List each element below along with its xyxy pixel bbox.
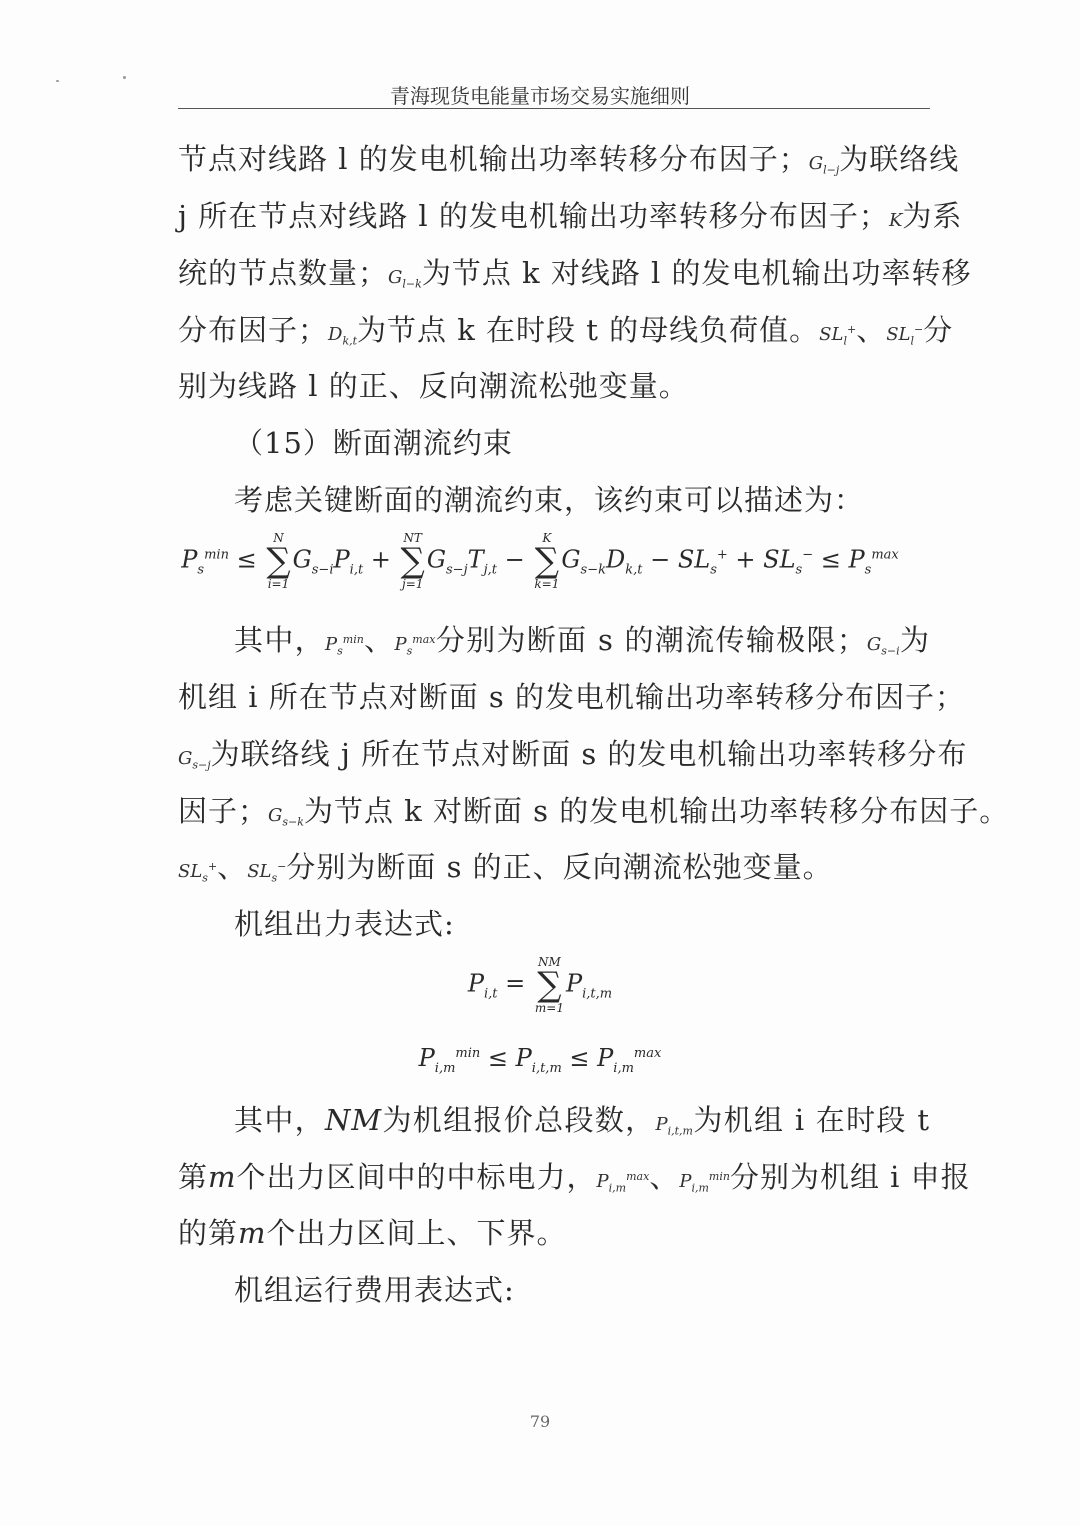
page-number: 79 (529, 1412, 551, 1431)
section-heading: 机组出力表达式: (234, 907, 455, 941)
text-line: $G_{s-j}$为联络线 j 所在节点对断面 s 的发电机输出功率转移分布 (178, 737, 968, 772)
math-symbol: $SL_s^-$ (247, 860, 287, 885)
text-line: 节点对线路 l 的发电机输出功率转移分布因子；$G_{l-j}$为联络线 (178, 142, 960, 177)
text-line: 第m个出力区间中的中标电力，$P_{i,m}^{max}$、$P_{i,m}^{min}$分别为机组 i 申报 (178, 1160, 971, 1195)
equation-unit-output: $P_{i,t}$ = NM ∑ m=1 $P_{i,t,m}$ (467, 955, 613, 1015)
math-symbol: $P_{i,t,m}$ (655, 1114, 693, 1138)
math-symbol: $G_{s-j}$ (178, 748, 211, 772)
text-line: 别为线路 l 的正、反向潮流松弛变量。 (178, 369, 689, 403)
text-line: 的第m个出力区间上、下界。 (178, 1216, 567, 1250)
text-line: 分布因子；$D_{k,t}$为节点 k 在时段 t 的母线负荷值。$SL_l^+$、$SL_l^-$分 (178, 313, 954, 348)
math-symbol: $G_{l-j}$ (808, 153, 840, 177)
text-line: 考虑关键断面的潮流约束，该约束可以描述为： (234, 483, 865, 517)
math-symbol: $G_{s-k}$ (268, 805, 304, 829)
text-line: 其中，$P_s^{min}$、$P_s^{max}$分别为断面 s 的潮流传输极限；$G_{s-i}$为 (234, 623, 930, 658)
math-symbol: $G_{s-i}$ (866, 634, 900, 658)
text-line: $SL_s^+$、$SL_s^-$分别为断面 s 的正、反向潮流松弛变量。 (178, 850, 833, 885)
math-symbol: $SL_l^+$ (819, 323, 857, 348)
math-symbol: K (888, 210, 903, 231)
scan-speck (123, 76, 126, 79)
text-line: 其中，NM为机组报价总段数，$P_{i,t,m}$为机组 i 在时段 t (234, 1103, 930, 1138)
text-line: 统的节点数量；$G_{l-k}$为节点 k 对线路 l 的发电机输出功率转移 (178, 256, 972, 291)
header-rule (178, 108, 930, 109)
math-symbol: $G_{l-k}$ (388, 267, 422, 291)
equation-section-flow: $P_s^{min}$ ≤ N ∑ i=1 $G_{s-i}P_{i,t}$ + NT ∑ j=1 $G_{s-j}T_{j,t}$ − K ∑ k=1 $G_{s-k}D_{k,t} - SL_s^+ + SL_s^- \le P_s^{max}$ (181, 531, 899, 591)
math-symbol: $D_{k,t}$ (328, 324, 358, 348)
section-heading: 机组运行费用表达式: (234, 1273, 515, 1307)
text-line: 机组 i 所在节点对断面 s 的发电机输出功率转移分布因子； (178, 680, 966, 714)
math-symbol: $P_s^{min}$ (325, 633, 364, 658)
math-symbol: $P_s^{max}$ (394, 633, 436, 658)
math-symbol: $SL_s^+$ (178, 860, 218, 885)
section-heading: （15）断面潮流约束 (234, 426, 513, 460)
equation-output-bounds: $P_{i,m}^{min} \le P_{i,t,m} \le P_{i,m}^{max}$ (418, 1044, 662, 1076)
text-line: j 所在节点对线路 l 的发电机输出功率转移分布因子；K为系 (178, 199, 963, 233)
text-line: 因子；$G_{s-k}$为节点 k 对断面 s 的发电机输出功率转移分布因子。 (178, 794, 1010, 829)
math-symbol: $SL_l^-$ (886, 323, 924, 348)
math-symbol: $P_{i,m}^{max}$ (596, 1170, 650, 1195)
math-symbol: $P_{i,m}^{min}$ (679, 1170, 730, 1195)
running-header: 青海现货电能量市场交易实施细则 (390, 84, 690, 108)
